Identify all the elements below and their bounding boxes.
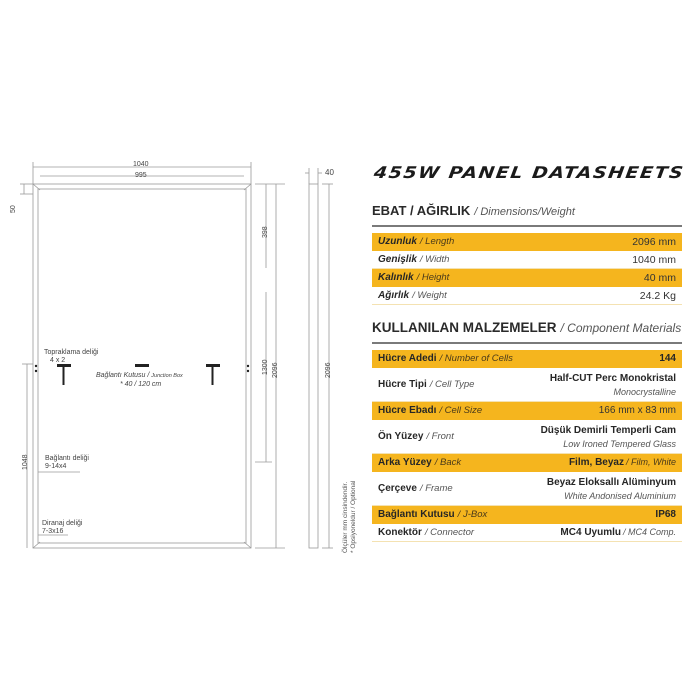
materials-title-tr: KULLANILAN MALZEMELER [372,320,557,335]
dimensions-table [372,233,682,305]
datasheet-title: 455W PANEL DATASHEETS [372,163,686,183]
connector-value-en: / MC4 Comp. [622,527,676,537]
weight-value: 24.2 Kg [639,289,676,302]
cell-type-value: Half-CUT Perc Monokristal [549,372,676,384]
materials-section-header [372,317,682,344]
table-row-cell-count: Hücre Adedi / Number of Cells 144 [372,350,682,368]
drain-hole-label: Diranaj deliği [42,520,83,527]
dimensions-title-tr: EBAT / AĞIRLIK [372,203,471,218]
cell-size-value: 166 mm x 83 mm [598,405,676,416]
dim-1300: 1300 [262,359,269,375]
back-value-en: / Film, White [625,457,676,467]
dim-398: 398 [262,226,269,238]
length-value: 2096 mm [632,235,676,248]
front-value: Düşük Demirli Temperli Cam [540,424,676,436]
dim-1048: 1048 [22,454,29,470]
dimensions-title-en: / Dimensions/Weight [474,206,575,218]
dimensions-section-header [372,200,682,227]
dim-width-inner: 995 [135,172,147,179]
cell-count-value: 144 [659,353,676,364]
jbox-value: IP68 [655,509,676,520]
dim-top-offset: 50 [10,205,17,213]
table-row-cell-size: Hücre Ebadı / Cell Size 166 mm x 83 mm [372,402,682,420]
back-value: Film, Beyaz [568,457,624,468]
dim-2096-front: 2096 [272,362,279,378]
table-row-jbox: Bağlantı Kutusu / J-Box IP68 [372,506,682,524]
mount-hole-spec: 9-14x4 [45,463,67,470]
datasheet [372,160,686,542]
table-row-width: Genişlik / Width 1040 mm [372,251,682,269]
table-row-front: Ön Yüzey / Front Düşük Demirli Temperli Cam Low Ironed Tempered Glass [372,420,682,454]
junction-box-cable: * 40 / 120 cm [120,381,162,388]
grounding-hole-label: Topraklama deliği [44,349,99,356]
drain-hole-spec: 7-3x16 [42,528,64,535]
table-row-back: Arka Yüzey / Back Film, Beyaz / Film, White [372,454,682,472]
frame-value-en: White Andonised Aluminium [564,490,676,501]
dim-2096-side: 2096 [325,362,332,378]
table-row-connector: Konektör / Connector MC4 Uyumlu / MC4 Comp. [372,524,682,542]
cell-type-value-en: Monocrystalline [613,386,676,397]
materials-table [372,350,682,542]
table-row-weight: Ağırlık / Weight 24.2 Kg [372,287,682,305]
table-row-cell-type: Hücre Tipi / Cell Type Half-CUT Perc Monokristal Monocrystalline [372,368,682,402]
note-optional: * Opsiyoneldur / Optional [350,480,357,553]
dim-width-outer: 1040 [133,161,149,168]
grounding-hole-spec: 4 x 2 [50,357,66,364]
table-row-frame: Çerçeve / Frame Beyaz Eloksallı Alüminyum White Andonised Aluminium [372,472,682,506]
mount-hole-label: Bağlantı deliği [45,455,89,462]
connector-value: MC4 Uyumlu [560,527,621,538]
note-units: Ölçüler mm cinsindendir. [342,481,349,553]
junction-box-label: Bağlantı Kutusu / Junction Box [96,372,183,379]
dim-thickness: 40 [325,168,334,177]
table-row-height: Kalınlık / Height 40 mm [372,269,682,287]
frame-value: Beyaz Eloksallı Alüminyum [546,476,676,488]
height-value: 40 mm [643,271,676,284]
width-value: 1040 mm [632,253,676,266]
table-row-length: Uzunluk / Length 2096 mm [372,233,682,251]
front-value-en: Low Ironed Tempered Glass [563,438,676,449]
materials-title-en: / Component Materials [560,321,682,335]
